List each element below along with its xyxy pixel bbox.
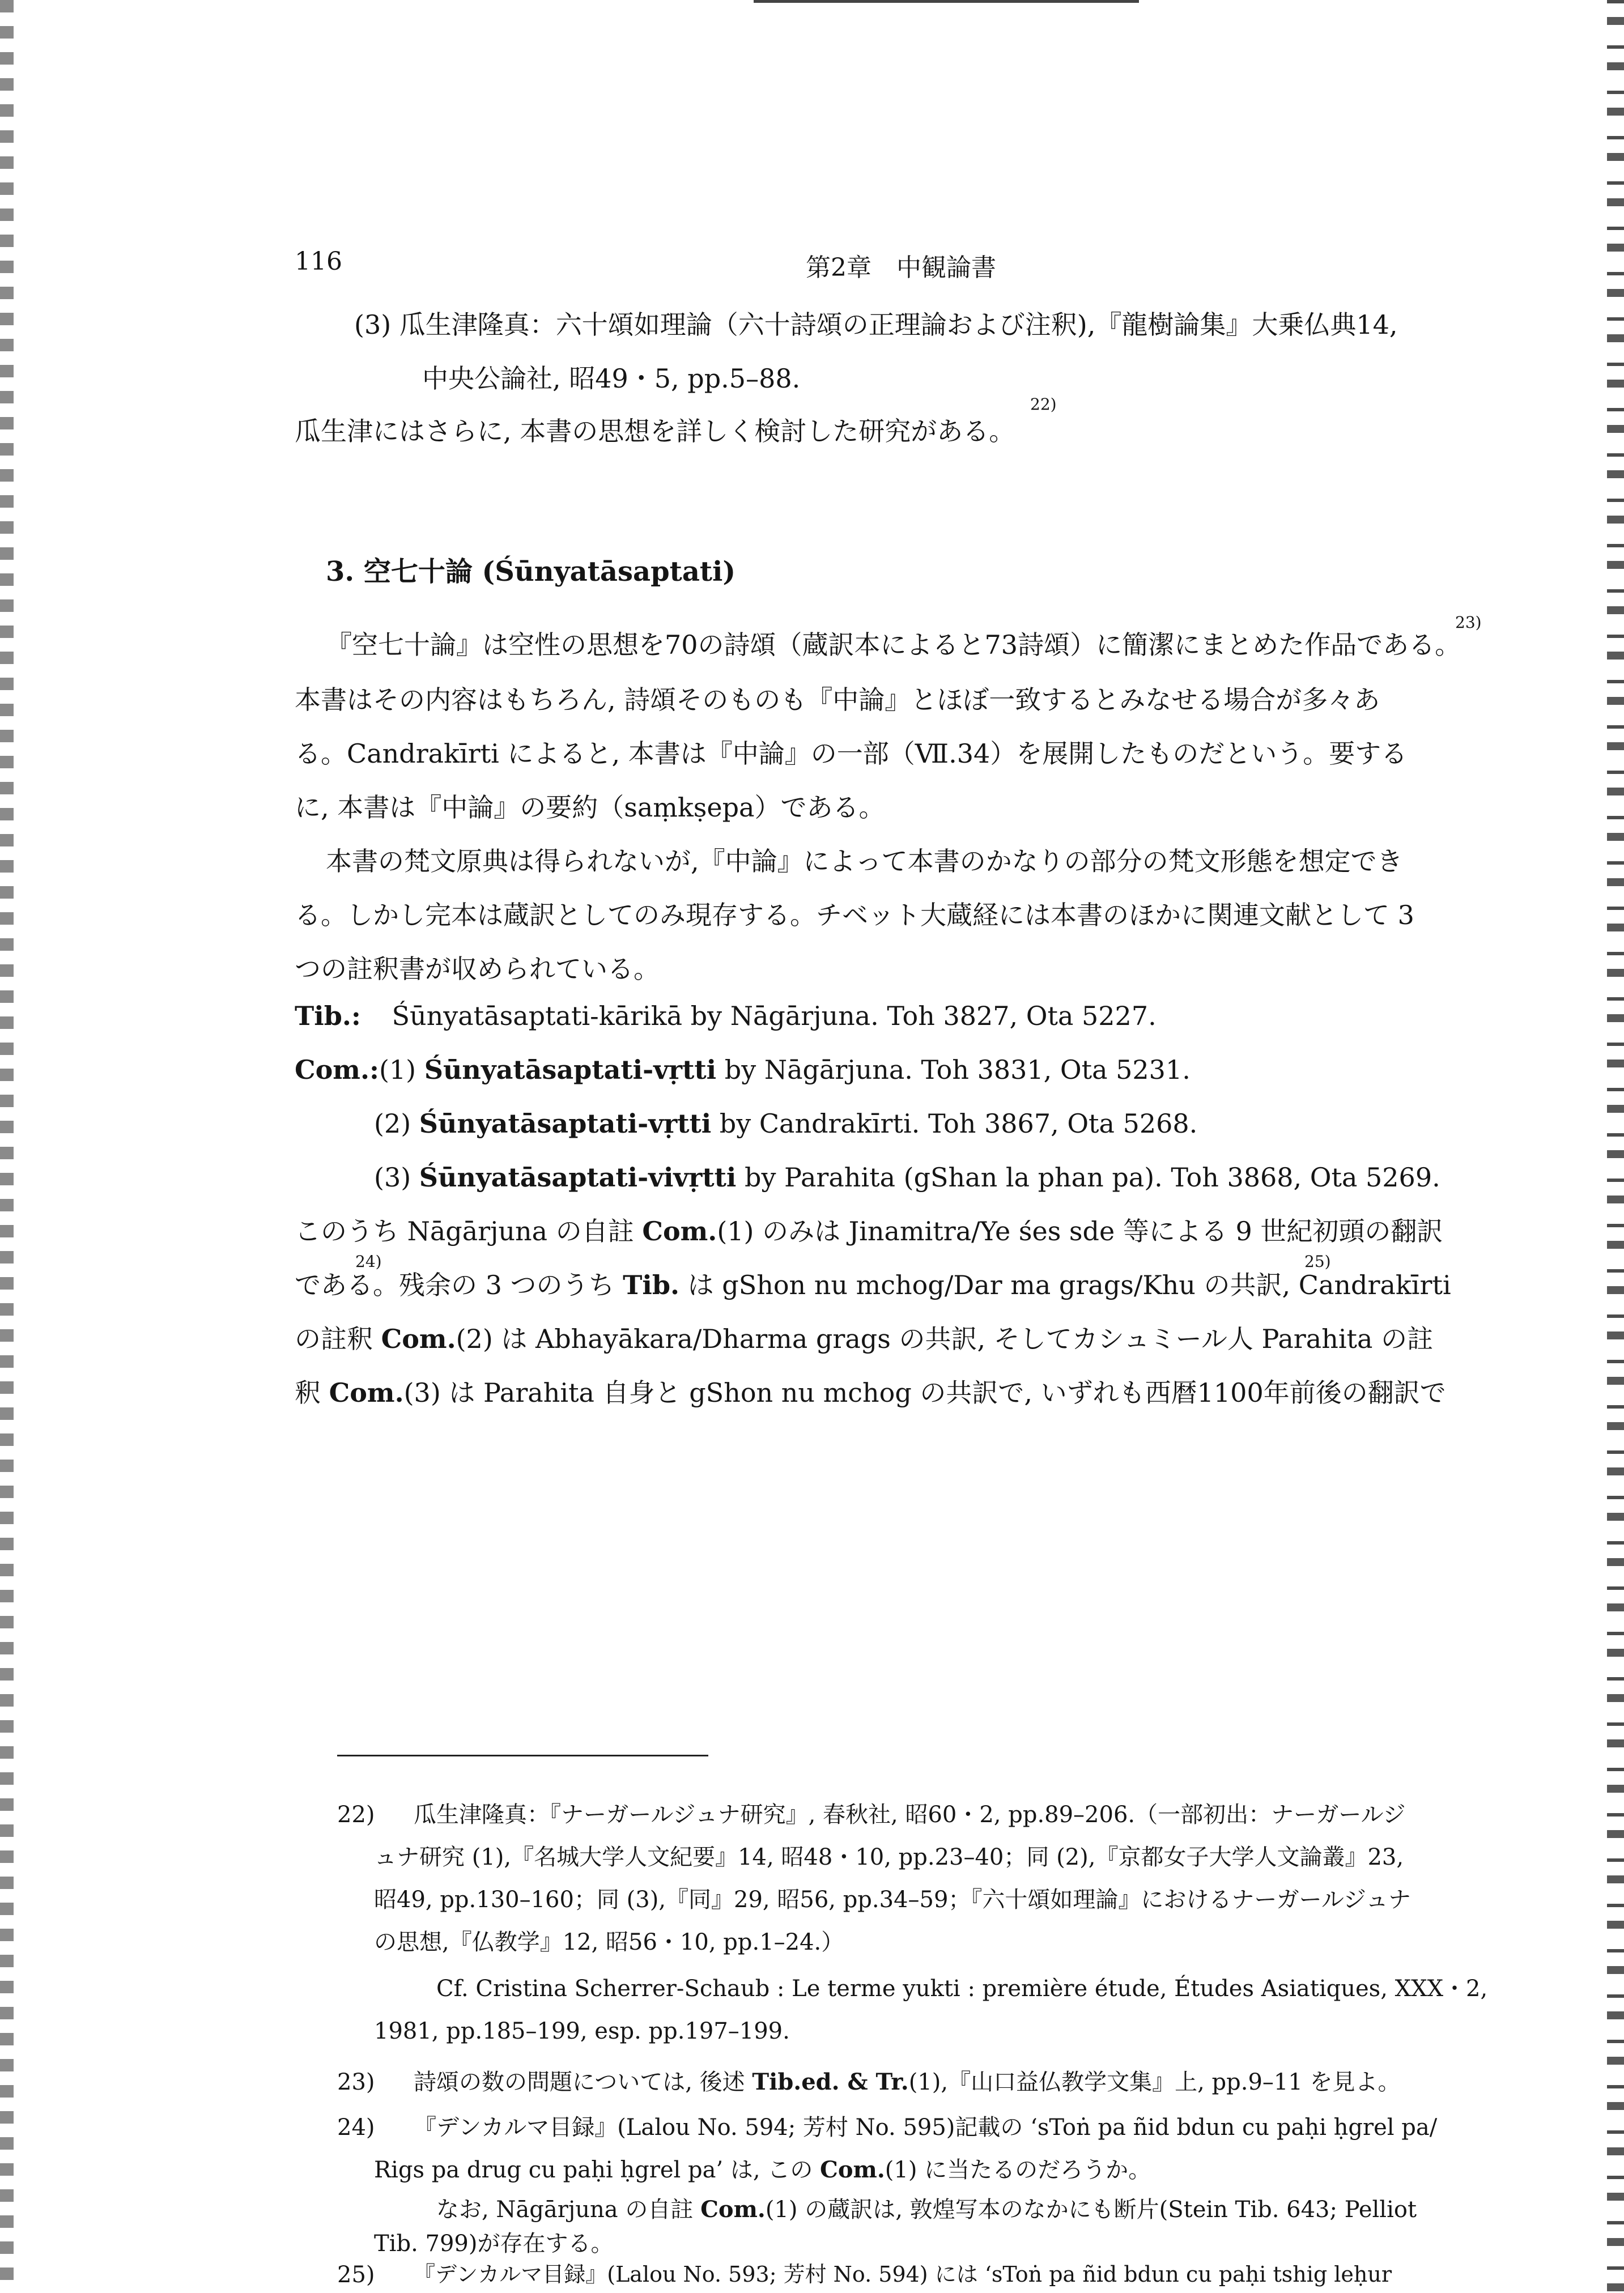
footnote-ref-23: 23) [1455,613,1482,632]
footnote-22-line-4: の思想,『仏教学』12, 昭56・10, pp.1–24.） [374,1929,844,1955]
body-line-3: る。Candrakīrti によると, 本書は『中論』の一部（Ⅶ.34）を展開したものだという。要する [295,738,1408,769]
footnote-22-line-1: 瓜生津隆真：『ナーガールジュナ研究』, 春秋社, 昭60・2, pp.89–206.（一部初出：ナーガールジ [414,1802,1406,1828]
com3-rest: by Parahita (gShan la phan pa). Toh 3868, Ota 5269. [736,1162,1440,1193]
footnote-23-line [414,2071,1401,2094]
scan-edge-left [0,0,14,2293]
body2-line-3 [295,1326,1433,1352]
com3-title: Śūnyatāsaptati-vivṛtti [419,1162,737,1193]
footnote-bold: Com. [700,2196,766,2223]
com1-rest: by Nāgārjuna. Toh 3831, Ota 5231. [716,1054,1191,1085]
body2-bold: Com. [381,1324,456,1354]
footnote-rule [337,1755,708,1756]
body2-line-2 [295,1272,1451,1298]
scan-top-mark [754,0,1139,3]
footnote-22-line-3: 昭49, pp.130–160；同 (3),『同』29, 昭56, pp.34–59；『六十頌如理論』におけるナーガールジュナ [374,1887,1412,1913]
com-label: Com.: [295,1054,379,1085]
footnote-text: (1),『山口益仏教学文集』上, pp.9–11 を見よ。 [908,2069,1401,2095]
footnote-text: なお, Nāgārjuna の自註 [436,2197,701,2223]
footnote-25-number: 25) [337,2262,375,2288]
body2-bold: Tib. [623,1270,680,1300]
body-line-6: る。しかし完本は蔵訳としてのみ現存する。チベット大蔵経には本書のほかに関連文献として 3 [295,900,1414,930]
footnote-ref-24: 24) [355,1252,382,1271]
section-heading: 3. 空七十論 (Śūnyatāsaptati) [326,556,736,588]
footnote-24-line-4: Tib. 799)が存在する。 [374,2231,614,2257]
footnote-24-line-1: 『デンカルマ目録』(Lalou No. 594; 芳村 No. 595)記載の ‘sToṅ pa ñid bdun cu paḥi ḥgrel pa/ [414,2115,1438,2141]
com-entry-1 [295,1054,1191,1085]
footnote-ref-22: 22) [1030,395,1057,414]
footnote-25-line-1: 『デンカルマ目録』(Lalou No. 593; 芳村 No. 594) には ‘sToṅ pa ñid bdun cu paḥi tshig leḥur [414,2262,1392,2287]
footnote-24-number: 24) [337,2115,375,2141]
body2-line-1 [295,1216,1443,1247]
top-line-2: 中央公論社, 昭49・5, pp.5–88. [422,363,801,394]
body2-text: (2) は Abhayākara/Dharma grags の共訳, そしてカシュミール人 Parahita の註 [456,1324,1434,1354]
body-line-4: に, 本書は『中論』の要約（saṃkṣepa）である。 [295,792,885,823]
body2-text: このうち Nāgārjuna の自註 [295,1216,643,1247]
com-entry-3 [374,1162,1440,1193]
com-entry-2 [374,1108,1198,1139]
tib-label: Tib.: [295,1001,361,1031]
body2-line-4 [295,1377,1446,1408]
footnote-24-line-2 [374,2156,1151,2183]
scan-edge-right [1607,0,1624,2293]
body2-text: 釈 [295,1377,329,1408]
footnote-ref-25: 25) [1304,1252,1331,1271]
body-line-7: つの註釈書が収められている。 [295,954,660,984]
footnote-22-number: 22) [337,1802,375,1828]
body2-bold: Com. [642,1216,717,1247]
com2-num: (2) [374,1108,411,1139]
footnote-22-line-2: ュナ研究 (1),『名城大学人文紀要』14, 昭48・10, pp.23–40；同 (2),『京都女子大学人文論叢』23, [374,1844,1404,1870]
body2-text: は gShon nu mchog/Dar ma grags/Khu の共訳, Candrakīrti [679,1270,1451,1300]
body2-text: の註釈 [295,1324,381,1354]
body-line-2: 本書はその内容はもちろん, 詩頌そのものも『中論』とほぼ一致するとみなせる場合が多々あ [295,684,1380,715]
footnote-22-line-5: Cf. Cristina Scherrer-Schaub : Le terme yukti : première étude, Études Asiatiques, XXX・2, [436,1976,1488,2002]
com1-title: Śūnyatāsaptati-vṛtti [424,1054,717,1085]
top-line-1: (3) 瓜生津隆真：六十頌如理論（六十詩頌の正理論および注釈),『龍樹論集』大乗仏典14, [354,309,1398,340]
top-line-3: 瓜生津にはさらに, 本書の思想を詳しく検討した研究がある。 [295,416,1015,446]
body2-text: (1) のみは Jinamitra/Ye śes sde 等による 9 世紀初頭の翻訳 [717,1216,1443,1247]
footnote-text: Rigs pa drug cu paḥi ḥgrel pa’ は, この [374,2157,820,2183]
footnote-text: (1) に当たるのだろうか。 [885,2157,1151,2183]
tib-entry [295,1003,1157,1029]
page-number: 116 [295,247,342,276]
footnote-text: (1) の蔵訳は, 敦煌写本のなかにも断片(Stein Tib. 643; Pelliot [765,2197,1417,2223]
footnote-24-line-3 [436,2198,1417,2221]
com3-num: (3) [374,1162,411,1193]
com1-num: (1) [379,1054,416,1085]
body-line-1: 『空七十論』は空性の思想を70の詩頌（蔵訳本によると73詩頌）に簡潔にまとめた作品である。 [326,629,1461,660]
body2-text: である。残余の 3 つのうち [295,1270,623,1300]
body2-text: (3) は Parahita 自身と gShon nu mchog の共訳で, いずれも西暦1100年前後の翻訳で [403,1377,1446,1408]
body-line-5: 本書の梵文原典は得られないが,『中論』によって本書のかなりの部分の梵文形態を想定でき [326,846,1403,877]
footnote-text: 詩頌の数の問題については, 後述 [414,2069,753,2095]
body2-bold: Com. [329,1377,404,1408]
com2-rest: by Candrakīrti. Toh 3867, Ota 5268. [711,1108,1198,1139]
footnote-bold: Com. [820,2156,885,2183]
footnote-22-line-6: 1981, pp.185–199, esp. pp.197–199. [374,2018,790,2044]
footnote-23-number: 23) [337,2069,375,2095]
footnote-bold: Tib.ed. & Tr. [752,2069,909,2095]
tib-text: Śūnyatāsaptati-kārikā by Nāgārjuna. Toh 3827, Ota 5227. [392,1001,1157,1031]
running-head: 第2章 中観論書 [806,253,996,282]
com2-title: Śūnyatāsaptati-vṛtti [419,1108,712,1139]
